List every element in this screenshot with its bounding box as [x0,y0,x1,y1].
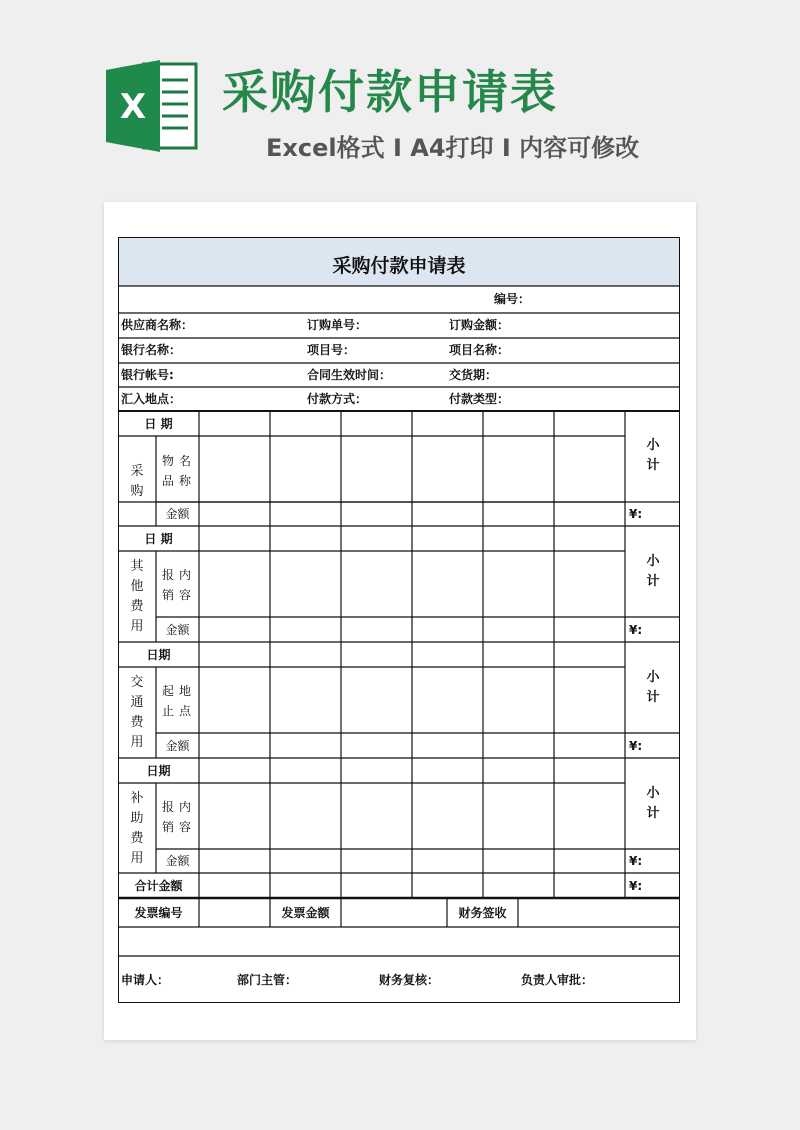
total-amount-label: 合计金额 [134,879,183,893]
form-table [118,237,680,1003]
section-subtotal-label: 小计 [646,438,660,473]
contract-effective-label: 合同生效时间： [307,368,392,382]
section-date-label: 日期 [146,764,171,778]
section-category-label: 其他费用 [130,559,144,634]
form-grid [118,237,680,1003]
approver-label: 负责人审批： [521,973,594,987]
project-name-label: 项目名称： [449,343,510,357]
order-amount-label: 订购金额： [449,318,510,332]
section-subtotal-label: 小计 [646,670,660,705]
section-subtotal-label: 小计 [646,554,660,589]
form-sheet [104,202,696,1040]
order-number-label: 订购单号： [307,318,368,332]
department-head-label: 部门主管： [237,973,298,987]
finance-review-label: 财务复核： [379,973,440,987]
page-title: 采购付款申请表 [222,65,558,119]
section-subtotal-label: 小计 [646,786,660,821]
section-amount-label: 金额 [165,507,190,521]
section-date-label: 日 期 [144,417,173,431]
excel-logo-icon [104,58,200,154]
bank-name-label: 银行名称： [121,343,182,357]
payment-type-label: 付款类型： [449,392,510,406]
form-title: 采购付款申请表 [332,255,466,277]
bank-account-label: 银行帐号: [121,368,174,382]
section-date-label: 日期 [146,648,171,662]
delivery-date-label: 交货期： [449,368,498,382]
page-subtitle: Excel格式 Ⅰ A4打印 Ⅰ 内容可修改 [266,134,640,162]
section-date-label: 日 期 [144,532,173,546]
project-number-label: 项目号： [307,343,356,357]
section-category-label: 采购 [130,464,144,499]
invoice-amount-label: 发票金额 [281,906,330,920]
total-yen-label: ¥: [629,879,643,893]
section-category-label: 交通费用 [130,675,144,750]
section-yen-label: ¥: [629,739,643,753]
invoice-number-label: 发票编号 [134,906,183,920]
section-amount-label: 金额 [165,623,190,637]
section-item-label: 起地止点 [162,684,197,718]
finance-signature-label: 财务签收 [458,906,507,920]
section-category-label: 补助费用 [130,791,144,866]
applicant-label: 申请人： [121,973,170,987]
section-yen-label: ¥: [629,854,643,868]
section-item-label: 报内销容 [162,568,197,602]
logo-letter: X [119,87,147,127]
section-item-label: 物名品称 [162,454,197,488]
section-item-label: 报内销容 [162,800,197,834]
section-amount-label: 金额 [165,854,190,868]
supplier-name-label: 供应商名称： [121,318,194,332]
payment-method-label: 付款方式： [307,392,368,406]
number-label: 编号： [494,292,531,306]
section-yen-label: ¥: [629,623,643,637]
section-amount-label: 金额 [165,739,190,753]
remit-location-label: 汇入地点： [121,392,182,406]
section-yen-label: ¥: [629,507,643,521]
